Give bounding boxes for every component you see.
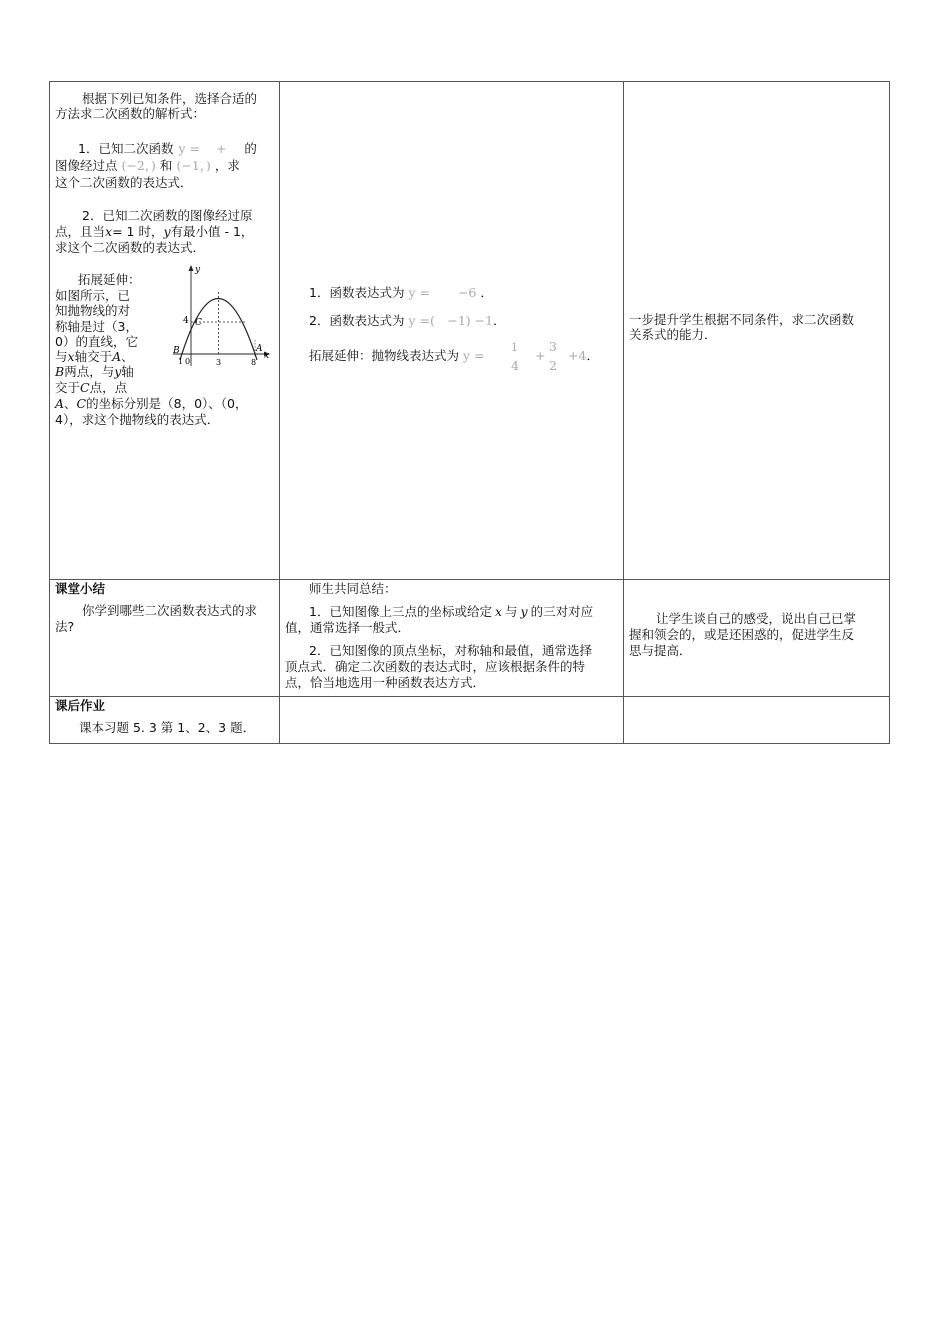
row3-col2-cell (279, 696, 624, 744)
ext9-a: 、 (64, 396, 77, 411)
ext7-B: B (55, 364, 65, 379)
problem-1-line-1 (78, 141, 257, 157)
ext6-A: A (112, 349, 122, 364)
label-8: 8 (251, 358, 257, 367)
ext7-y: y (114, 364, 122, 379)
answer-ext-den1: 4 (511, 358, 519, 373)
homework-text: 课本习题 5. 3 第 1、2、3 题． (79, 720, 256, 735)
extension-line-6 (55, 349, 134, 365)
ext6-a: 与 (55, 349, 68, 364)
problem-1-point-label: 图像经过点 (55, 158, 118, 173)
label-A: A (256, 344, 263, 354)
answer-ext-tail-group (568, 348, 599, 364)
problem-1-eq-de: 的 (244, 141, 257, 156)
ext6-x: x (67, 349, 75, 364)
summary-question-1: 你学到哪些二次函数表达式的求 (82, 603, 258, 618)
extension-line-9 (55, 396, 247, 412)
s1-c: 的三对对应 (530, 604, 594, 619)
answer-ext-tail: +4 (568, 348, 587, 363)
label-0: 0 (185, 357, 191, 366)
problem-2-line-3: 求这个二次函数的表达式． (55, 240, 206, 255)
y-axis-arrow-icon (189, 265, 194, 271)
problem-2-var-x: x (105, 224, 113, 239)
answer-2-text: 2．函数表达式为 (309, 313, 405, 328)
ext8-a: 交于 (55, 380, 81, 395)
homework-title: 课后作业 (55, 698, 106, 713)
problem-2-text-b: = 1 时， (112, 224, 164, 239)
extension-line-4: 称轴是过（3， (55, 319, 138, 334)
reflection-line-3: 思与提高． (629, 643, 692, 658)
answer-1-tail: −6 (457, 285, 477, 300)
summary-intro: 师生共同总结： (309, 581, 397, 596)
ext6-c: 、 (121, 349, 134, 364)
summary-question-2: 法? (55, 619, 75, 634)
answer-ext-text: 拓展延伸：抛物线表达式为 (309, 348, 460, 363)
intro-line-1: 根据下列已知条件，选择合适的 (82, 91, 258, 106)
label-1: 1 (178, 357, 184, 366)
answer-ext-y: y = (463, 348, 485, 363)
problem-2-text-c: 有最小值 - 1， (170, 224, 254, 239)
extension-line-5: 0）的直线，它 (55, 334, 138, 349)
reflection-line-2: 握和领会的，或是还困惑的，促进学生反 (629, 627, 855, 642)
s1-x: x (494, 604, 503, 619)
parabola-figure (167, 262, 273, 370)
s1-b: 与 (505, 604, 518, 619)
answer-1-text: 1．函数表达式为 (309, 285, 405, 300)
y-axis-label: y (195, 265, 201, 275)
label-C: C (195, 318, 202, 328)
row1-col2-cell (279, 81, 624, 580)
answer-2-tail: −1 (474, 313, 494, 328)
answer-extension (309, 348, 485, 364)
problem-1-point-2: (−1，) (176, 158, 211, 173)
label-B: B (173, 346, 180, 356)
answer-2-y: y = (408, 313, 430, 328)
answer-1-y: y = (408, 285, 430, 300)
problem-2-line-1: 2．已知二次函数的图像经过原 (82, 208, 253, 223)
problem-2-var-y: y (163, 224, 171, 239)
problem-1-and: 和 (159, 158, 173, 173)
extension-line-10: 4），求这个抛物线的表达式． (55, 412, 220, 427)
answer-2-mid: ( −1) (429, 313, 471, 328)
extension-line-8 (55, 380, 127, 396)
extension-line-7 (55, 364, 134, 380)
answer-ext-den2: 2 (549, 358, 557, 373)
ext8-C: C (80, 380, 90, 395)
ext7-a: 两点，与 (64, 364, 115, 379)
summary-title: 课堂小结 (55, 581, 106, 596)
problem-1-line-3: 这个二次函数的表达式． (55, 175, 193, 190)
answer-1-dot: ． (480, 285, 493, 300)
problem-1-eq-plus: + (215, 141, 227, 156)
s1-a: 1．已知图像上三点的坐标或给定 (309, 604, 492, 619)
problem-1-line-2 (55, 158, 240, 174)
answer-ext-dot: ． (586, 348, 599, 363)
problem-2-text-a: 点，且当 (55, 224, 106, 239)
ext9-A: A (55, 396, 65, 411)
problem-1-text: 1．已知二次函数 (78, 141, 174, 156)
row3-col3-cell (623, 696, 890, 744)
ext7-b: 轴 (121, 364, 134, 379)
ext9-C: C (76, 396, 87, 411)
answer-1 (309, 285, 493, 301)
summary-point-1-line-2: 值，通常选择一般式． (285, 620, 411, 635)
purpose-line-2: 关系式的能力． (629, 327, 717, 342)
label-3: 3 (216, 358, 222, 367)
problem-1-point-1: (−2，) (121, 158, 156, 173)
summary-point-1-line-1 (309, 604, 593, 620)
extension-label: 拓展延伸： (78, 272, 141, 287)
answer-2-dot: ． (493, 313, 506, 328)
intro-line-2: 方法求二次函数的解析式： (55, 106, 206, 121)
problem-2-line-2 (55, 224, 253, 240)
purpose-line-1: 一步提升学生根据不同条件，求二次函数 (629, 312, 855, 327)
summary-point-2-line-2: 顶点式．确定二次函数的表达式时，应该根据条件的特 (285, 659, 586, 674)
s1-y: y (520, 604, 528, 619)
ext6-b: 轴交于 (74, 349, 113, 364)
problem-1-ask: ，求 (214, 158, 240, 173)
answer-2 (309, 313, 506, 329)
reflection-line-1: 让学生谈自己的感受，说出自己已掌 (656, 611, 857, 626)
ext9-b: 的坐标分别是（8，0）、（0， (86, 396, 248, 411)
answer-ext-plus: + (535, 348, 546, 363)
label-4: 4 (183, 316, 189, 326)
answer-ext-num2: 3 (549, 339, 557, 354)
problem-1-eq-y: y = (178, 141, 200, 156)
extension-line-2: 如图所示，已 (55, 288, 131, 303)
x-axis-label: x (264, 351, 270, 361)
summary-point-2-line-1: 2．已知图像的顶点坐标，对称轴和最值，通常选择 (309, 643, 592, 658)
answer-ext-num1: 1 (511, 341, 518, 354)
summary-point-2-line-3: 点，恰当地选用一种函数表达方式． (285, 675, 486, 690)
ext8-b: 点，点 (89, 380, 128, 395)
extension-line-3: 知抛物线的对 (55, 303, 131, 318)
